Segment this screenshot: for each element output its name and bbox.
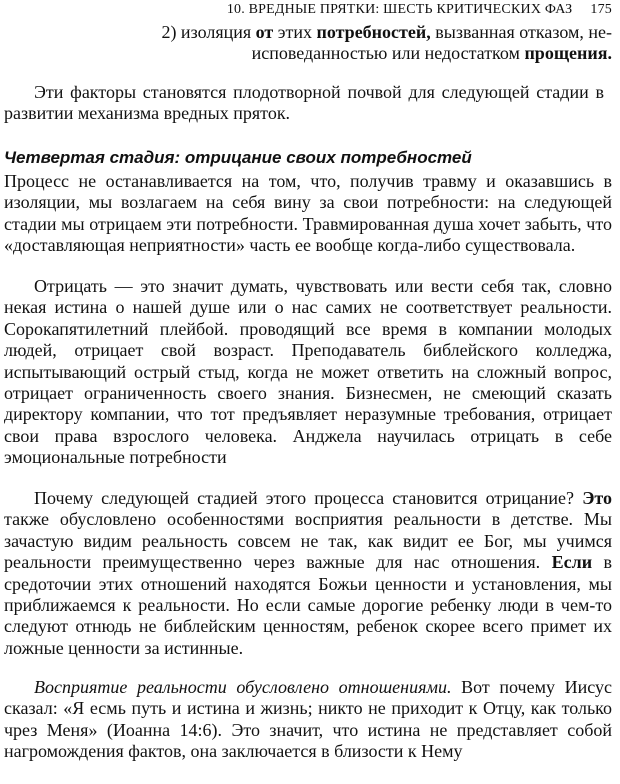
paragraph-4-italic: Восприятие реальности обусловлено отношениями.	[34, 677, 452, 697]
paragraph-3-text: также обусловлено особенностями восприятия реальности в детстве. Мы зачастую видим реальность совсем не так, как видит ее Бог, мы учимся реальности преимущественно через важные для нас отношения.	[4, 509, 612, 573]
paragraph-3-text: в средоточии этих отношений находятся Божьи ценности и установления, мы приближаемся к реальности. Но если самые дорогие ребенку люди в чем-то следуют отнюдь не библейским ценностям, ребенок скорее всего примет их ложные ценности за истинные.	[4, 552, 612, 658]
paragraph-2: Отрицать — это значит думать, чувствовать или вести себя так, словно некая истина о нашей душе или о нас самих не соответствует реальности. Сорокапятилетний плейбой. проводящий все время в компании молодых людей, отрицает свой возраст. Преподаватель библейского колледжа, испытывающий острый стыд, когда не может ответить на сложный вопрос, отрицает ограниченность своего знания. Бизнесмен, не смеющий сказать директору компании, что тот предъявляет неразумные требования, отрицает свои права взрослого человека. Анджела научилась отрицать в себе эмоциональные потребности	[4, 276, 612, 468]
paragraph-3-bold: Если	[551, 552, 593, 573]
page-number: 175	[590, 2, 612, 17]
item2-text: этих	[273, 22, 317, 42]
paragraph-3-text: Почему следующей стадией этого процесса становится отрицание?	[34, 488, 583, 508]
paragraph-4	[4, 677, 612, 763]
item2-text: вызванная отказом, не-исповеданностью или недостатком	[251, 22, 612, 63]
section-heading: Четвертая стадия: отрицание своих потребностей	[4, 148, 472, 167]
item2-bold: потребностей,	[316, 22, 431, 42]
item2-bold: от	[255, 22, 274, 42]
item2-text: 2) изоляция	[161, 22, 256, 42]
chapter-title: 10. ВРЕДНЫЕ ПРЯТКИ: ШЕСТЬ КРИТИЧЕСКИХ ФАЗ	[226, 2, 573, 17]
factors-paragraph: Эти факторы становятся плодотворной почвой для следующей стадии в развитии механизма вредных пряток.	[4, 82, 604, 124]
item2-bold: прощения.	[524, 43, 612, 63]
list-item-2	[110, 22, 612, 64]
paragraph-3	[4, 488, 612, 659]
running-header	[0, 2, 612, 22]
paragraph-1: Процесс не останавливается на том, что, получив травму и оказавшись в изоляции, мы возлагаем на себя вину за свои потребности: на следующей стадии мы отрицаем эти потребности. Травмированная душа хочет забыть, что «доставляющая неприятности» часть ее вообще когда-либо существовала.	[4, 171, 612, 256]
paragraph-4-text: Вот почему Иисус сказал: «Я есмь путь и истина и жизнь; никто не приходит к Отцу, как только чрез Меня» (Иоанна 14:6). Это значит, что истина не представляет собой нагромождения фактов, она заключается в близости к Нему	[4, 677, 613, 762]
paragraph-3-bold: Это	[582, 488, 612, 508]
